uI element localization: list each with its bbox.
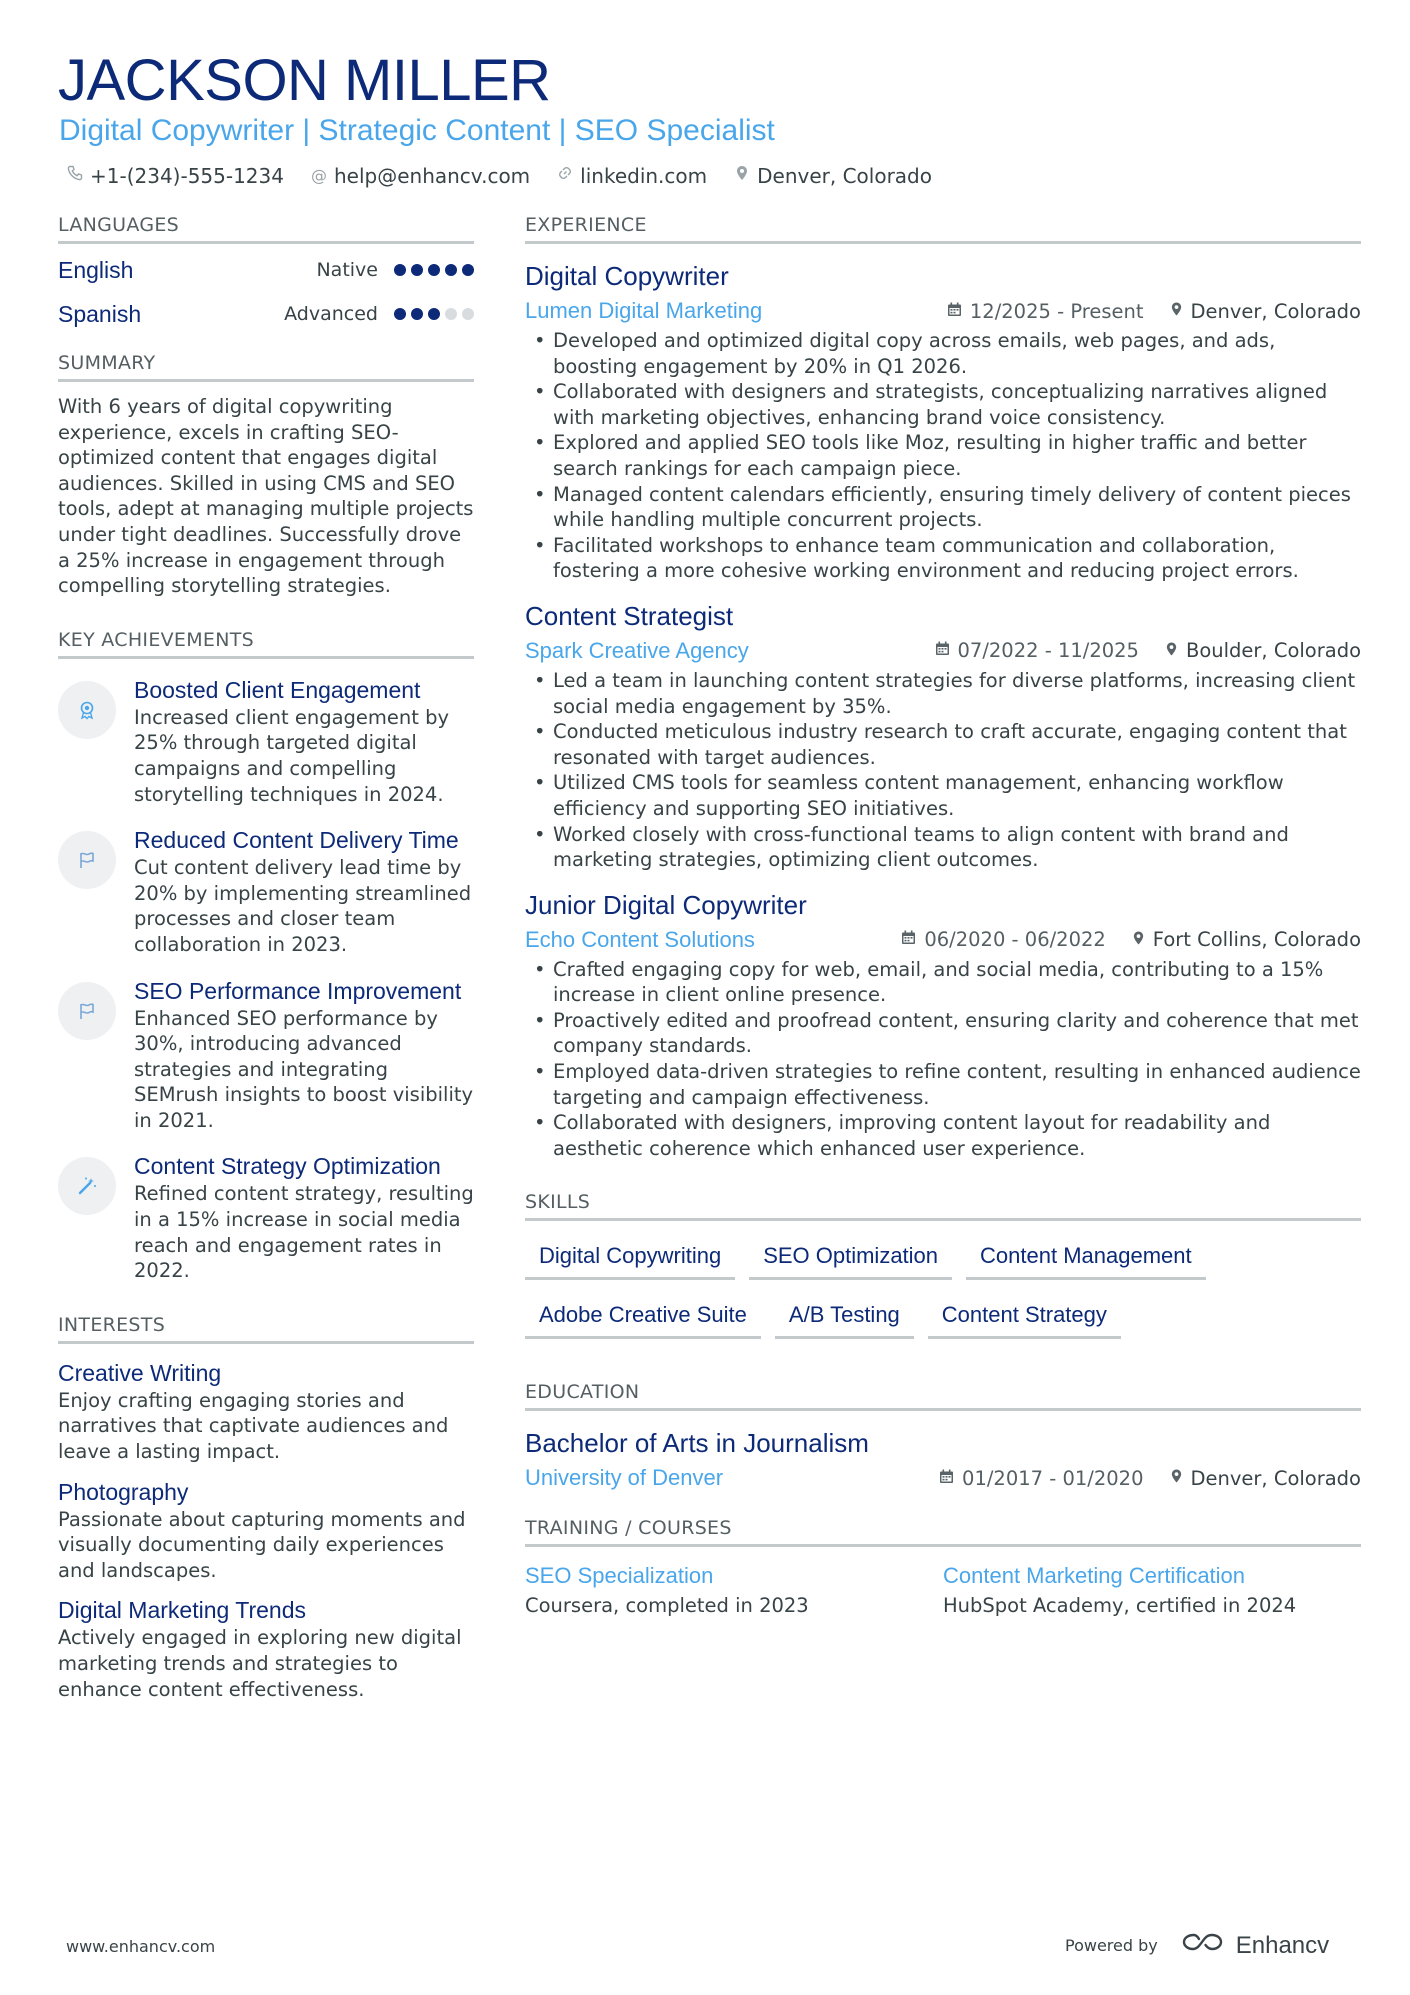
language-rating bbox=[394, 264, 474, 276]
skill-tag: Digital Copywriting bbox=[525, 1235, 735, 1280]
language-level: Advanced bbox=[284, 303, 378, 325]
phone-icon bbox=[66, 162, 84, 190]
education-heading: EDUCATION bbox=[525, 1379, 1361, 1411]
job-title: Content Strategist bbox=[525, 600, 734, 631]
contact-linkedin[interactable] bbox=[556, 162, 707, 190]
enhancv-logo-icon bbox=[1180, 1930, 1226, 1961]
summary-text: With 6 years of digital copywriting experience, excels in crafting SEO-optimized content that engages digital audiences. Skilled in using CMS and SEO tools, adept at managing multiple projects under tight deadlines. Successfully drove a 25% increase in engagement through compelling storytelling strategies. bbox=[58, 395, 474, 598]
interest-title: Photography bbox=[58, 1478, 189, 1505]
school-name: University of Denver bbox=[525, 1465, 724, 1491]
courses-list bbox=[525, 1561, 1361, 1621]
achievement-item bbox=[58, 675, 474, 807]
achievement-desc: Cut content delivery lead time by 20% by implementing streamlined processes and closer team collaboration in 2023. bbox=[134, 856, 472, 956]
job-entry bbox=[525, 887, 1361, 1162]
footer-branding bbox=[1065, 1930, 1329, 1961]
interests-section bbox=[58, 1312, 474, 1702]
rating-dot bbox=[428, 308, 440, 320]
left-column bbox=[58, 212, 474, 1702]
rating-dot bbox=[411, 308, 423, 320]
email-text: help@enhancv.com bbox=[333, 164, 531, 188]
language-name: English bbox=[58, 256, 134, 283]
job-location bbox=[1170, 300, 1362, 323]
job-bullet: • Managed content calendars efficiently, ensuring timely delivery of content pieces while handling multiple concurrent projects. bbox=[525, 482, 1361, 533]
skill-tag: A/B Testing bbox=[775, 1294, 914, 1339]
job-entry bbox=[525, 598, 1361, 873]
calendar-icon bbox=[939, 1469, 954, 1488]
job-bullets bbox=[525, 668, 1361, 873]
job-meta bbox=[525, 923, 1361, 957]
summary-heading: SUMMARY bbox=[58, 350, 474, 382]
phone-text: +1-(234)-555-1234 bbox=[90, 164, 284, 188]
education-location bbox=[1170, 1467, 1362, 1490]
skill-tag: Content Management bbox=[966, 1235, 1206, 1280]
interest-title: Digital Marketing Trends bbox=[58, 1597, 306, 1624]
company-name: Spark Creative Agency bbox=[525, 637, 749, 663]
education-section bbox=[525, 1379, 1361, 1495]
achievement-desc: Increased client engagement by 25% through targeted digital campaigns and compelling storytelling techniques in 2024. bbox=[134, 705, 450, 806]
location-pin-icon bbox=[1170, 301, 1183, 321]
link-icon bbox=[556, 162, 574, 190]
job-location bbox=[1165, 639, 1361, 662]
job-location-text: Denver, Colorado bbox=[1190, 299, 1361, 323]
job-location bbox=[1132, 928, 1361, 951]
course-item bbox=[943, 1561, 1361, 1621]
achievements-heading: KEY ACHIEVEMENTS bbox=[58, 627, 474, 659]
candidate-title: Digital Copywriter | Strategic Content | SEO Specialist bbox=[59, 114, 775, 147]
achievement-title: Boosted Client Engagement bbox=[134, 676, 421, 703]
education-location-text: Denver, Colorado bbox=[1190, 1466, 1361, 1490]
job-entry bbox=[525, 258, 1361, 584]
language-rating bbox=[394, 308, 474, 320]
course-desc: HubSpot Academy, certified in 2024 bbox=[943, 1594, 1297, 1618]
training-section bbox=[525, 1515, 1361, 1621]
experience-heading: EXPERIENCE bbox=[525, 212, 1361, 244]
skill-tag: SEO Optimization bbox=[749, 1235, 952, 1280]
languages-heading: LANGUAGES bbox=[58, 212, 474, 244]
rating-dot bbox=[411, 264, 423, 276]
education-dates bbox=[939, 1467, 1143, 1490]
interest-desc: Passionate about capturing moments and visually documenting daily experiences and landscapes. bbox=[58, 1507, 466, 1582]
skill-tag: Adobe Creative Suite bbox=[525, 1294, 761, 1339]
training-heading: TRAINING / COURSES bbox=[525, 1515, 1361, 1547]
achievement-item bbox=[58, 976, 474, 1134]
achievement-item bbox=[58, 825, 474, 957]
job-bullet: • Conducted meticulous industry research to craft accurate, engaging content that resonated with target audiences. bbox=[525, 719, 1361, 770]
contact-location bbox=[733, 162, 932, 190]
job-dates-text: 12/2025 - Present bbox=[969, 299, 1144, 323]
language-name: Spanish bbox=[58, 300, 142, 327]
course-title: SEO Specialization bbox=[525, 1563, 714, 1589]
award-icon bbox=[58, 681, 116, 739]
location-text: Denver, Colorado bbox=[757, 164, 932, 188]
job-bullet: • Collaborated with designers and strategists, conceptualizing narratives aligned with marketing objectives, enhancing brand voice consistency. bbox=[525, 379, 1361, 430]
job-bullet: • Led a team in launching content strategies for diverse platforms, increasing client social media engagement by 35%. bbox=[525, 668, 1361, 719]
job-meta bbox=[525, 294, 1361, 328]
calendar-icon bbox=[935, 641, 950, 660]
rating-dot bbox=[462, 264, 474, 276]
languages-section bbox=[58, 212, 474, 336]
skills-heading: SKILLS bbox=[525, 1189, 1361, 1221]
rating-dot bbox=[428, 264, 440, 276]
job-location-text: Boulder, Colorado bbox=[1185, 639, 1361, 663]
achievement-desc: Enhanced SEO performance by 30%, introducing advanced strategies and integrating SEMrush insights to boost visibility in 2021. bbox=[134, 1006, 474, 1132]
right-column bbox=[525, 212, 1361, 1621]
achievement-title: Content Strategy Optimization bbox=[134, 1153, 441, 1180]
contact-email[interactable] bbox=[310, 162, 530, 190]
job-bullet: • Explored and applied SEO tools like Moz, resulting in higher traffic and better search rankings for each campaign piece. bbox=[525, 430, 1361, 481]
job-bullet: • Proactively edited and proofread content, ensuring clarity and coherence that met company standards. bbox=[525, 1008, 1361, 1059]
job-bullet: • Utilized CMS tools for seamless content management, enhancing workflow efficiency and supporting SEO initiatives. bbox=[525, 770, 1361, 821]
job-dates bbox=[935, 639, 1139, 662]
achievement-desc: Refined content strategy, resulting in a 15% increase in social media reach and engagement rates in 2022. bbox=[134, 1182, 474, 1283]
language-row bbox=[58, 292, 474, 336]
job-title: Junior Digital Copywriter bbox=[525, 889, 807, 920]
magic-wand-icon bbox=[58, 1157, 116, 1215]
job-bullets bbox=[525, 957, 1361, 1162]
location-pin-icon bbox=[1170, 1468, 1183, 1488]
achievement-title: Reduced Content Delivery Time bbox=[134, 827, 459, 854]
rating-dot bbox=[445, 264, 457, 276]
location-pin-icon bbox=[733, 162, 751, 190]
language-level: Native bbox=[316, 259, 378, 281]
job-bullet: • Developed and optimized digital copy across emails, web pages, and ads, boosting engagement by 20% in Q1 2026. bbox=[525, 328, 1361, 379]
rating-dot-empty bbox=[462, 308, 474, 320]
flag-icon bbox=[58, 982, 116, 1040]
company-name: Echo Content Solutions bbox=[525, 926, 755, 952]
education-meta bbox=[525, 1461, 1361, 1495]
brand-name: Enhancv bbox=[1235, 1931, 1330, 1959]
interest-title: Creative Writing bbox=[58, 1359, 222, 1386]
course-title: Content Marketing Certification bbox=[943, 1563, 1246, 1589]
language-row bbox=[58, 248, 474, 292]
job-bullets bbox=[525, 328, 1361, 584]
course-desc: Coursera, completed in 2023 bbox=[525, 1594, 809, 1618]
skill-tag: Content Strategy bbox=[928, 1294, 1121, 1339]
powered-by-text: Powered by bbox=[1065, 1936, 1158, 1955]
skills-list bbox=[525, 1235, 1361, 1339]
rating-dot-empty bbox=[445, 308, 457, 320]
summary-section bbox=[58, 350, 474, 599]
course-item bbox=[525, 1561, 943, 1621]
contact-bar bbox=[66, 162, 932, 190]
job-bullet: • Crafted engaging copy for web, email, and social media, contributing to a 15% increase in client online presence. bbox=[525, 957, 1361, 1008]
job-title: Digital Copywriter bbox=[525, 261, 729, 291]
rating-dot bbox=[394, 308, 406, 320]
footer-website[interactable]: www.enhancv.com bbox=[66, 1937, 216, 1956]
job-location-text: Fort Collins, Colorado bbox=[1152, 928, 1361, 952]
job-bullet: • Worked closely with cross-functional teams to align content with brand and marketing strategies, optimizing client outcomes. bbox=[525, 822, 1361, 873]
job-bullet: • Collaborated with designers, improving content layout for readability and aesthetic coherence which enhanced user experience. bbox=[525, 1110, 1361, 1161]
flag-icon bbox=[58, 831, 116, 889]
at-icon: @ bbox=[310, 166, 327, 185]
job-meta bbox=[525, 634, 1361, 668]
location-pin-icon bbox=[1132, 930, 1145, 950]
achievements-section bbox=[58, 627, 474, 1284]
calendar-icon bbox=[947, 302, 962, 321]
company-name: Lumen Digital Marketing bbox=[525, 298, 763, 323]
job-bullet: • Employed data-driven strategies to refine content, resulting in enhanced audience targeting and campaign effectiveness. bbox=[525, 1059, 1361, 1110]
education-dates-text: 01/2017 - 01/2020 bbox=[962, 1466, 1144, 1490]
interest-desc: Enjoy crafting engaging stories and narratives that captivate audiences and leave a lasting impact. bbox=[58, 1388, 449, 1464]
candidate-name: JACKSON MILLER bbox=[58, 48, 551, 113]
job-dates-text: 06/2020 - 06/2022 bbox=[924, 928, 1106, 952]
calendar-icon bbox=[901, 930, 916, 949]
contact-phone bbox=[66, 162, 284, 190]
job-dates-text: 07/2022 - 11/2025 bbox=[957, 639, 1139, 663]
job-bullet: • Facilitated workshops to enhance team communication and collaboration, fostering a more cohesive working environment and reducing project errors. bbox=[525, 533, 1361, 584]
achievement-item bbox=[58, 1151, 474, 1283]
experience-section bbox=[525, 212, 1361, 1161]
job-dates bbox=[901, 928, 1105, 951]
linkedin-text: linkedin.com bbox=[580, 164, 708, 188]
skills-section bbox=[525, 1189, 1361, 1339]
brand-logo[interactable] bbox=[1180, 1930, 1329, 1961]
achievement-title: SEO Performance Improvement bbox=[134, 977, 462, 1004]
degree-title: Bachelor of Arts in Journalism bbox=[525, 1428, 869, 1459]
rating-dot bbox=[394, 264, 406, 276]
interest-desc: Actively engaged in exploring new digital marketing trends and strategies to enhance content effectiveness. bbox=[58, 1626, 462, 1701]
interests-heading: INTERESTS bbox=[58, 1312, 474, 1344]
location-pin-icon bbox=[1165, 641, 1178, 661]
job-dates bbox=[947, 300, 1144, 323]
